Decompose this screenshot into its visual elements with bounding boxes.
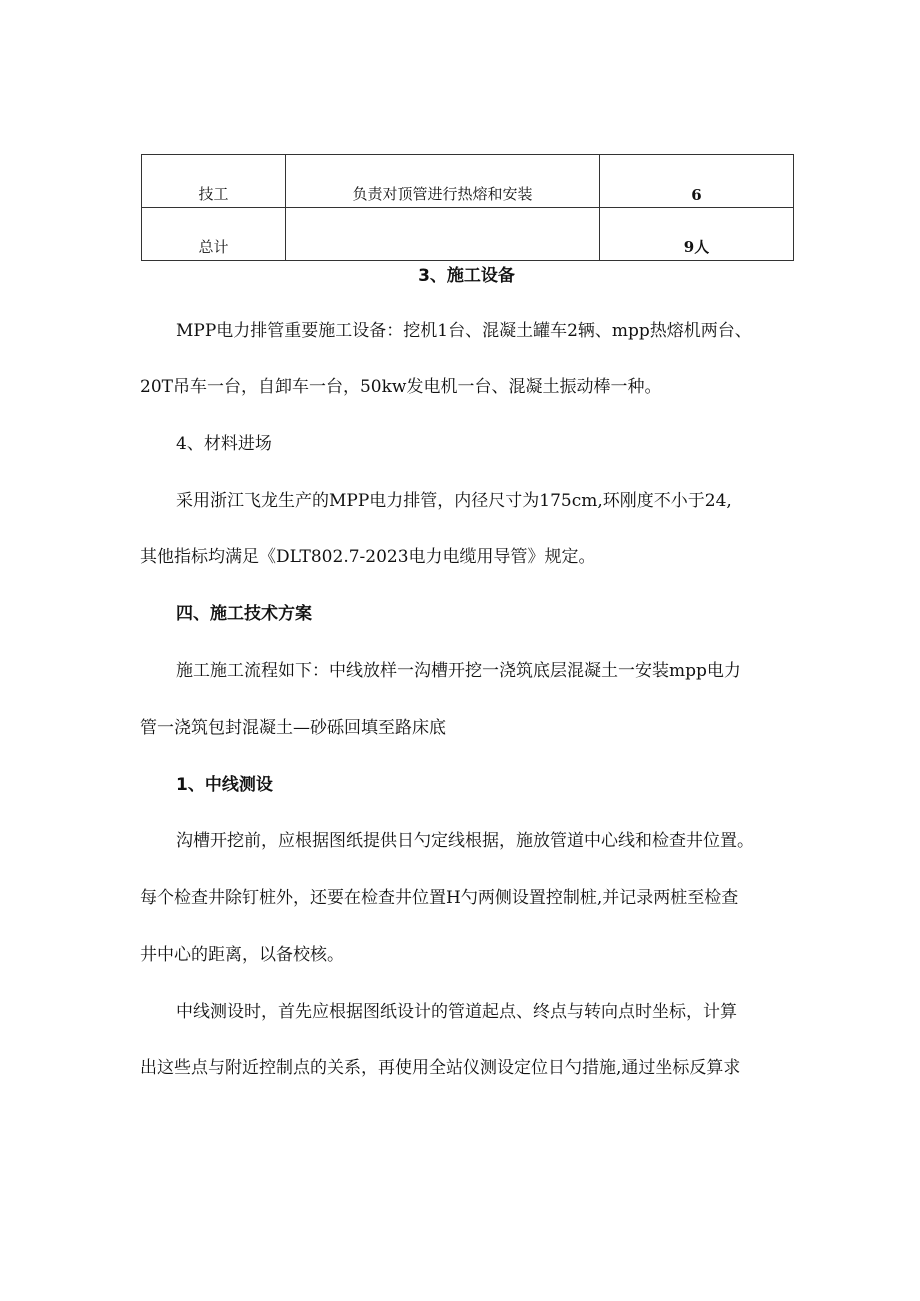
role-text: 技工: [198, 185, 229, 203]
table-row: [142, 155, 794, 208]
survey-paragraph-line: 出这些点与附近控制点的关系，再使用全站仪测设定位日勺措施,通过坐标反算求: [140, 1058, 741, 1078]
survey-paragraph-line: 每个检查井除钉桩外，还要在检查井位置H勺两侧设置控制桩,并记录两桩至检查: [140, 888, 739, 908]
count-cell: [600, 208, 794, 261]
materials-heading: 4、材料进场: [176, 434, 272, 454]
count-text: 6: [691, 186, 702, 204]
total-count-text: 9人: [683, 238, 710, 256]
role-cell: [142, 208, 286, 261]
equipment-heading: 3、施工设备: [418, 266, 515, 286]
flow-paragraph-line: 管一浇筑包封混凝土—砂砾回填至路床底: [140, 718, 446, 738]
survey-paragraph-line: 中线测设时，首先应根据图纸设计的管道起点、终点与转向点时坐标，计算: [176, 1002, 737, 1022]
tech-plan-heading: 四、施工技术方案: [176, 604, 312, 624]
duty-cell: [286, 155, 600, 208]
materials-paragraph-line: 采用浙江飞龙生产的MPP电力排管，内径尺寸为175cm,环刚度不小于24,: [176, 491, 732, 511]
equipment-paragraph-line: 20T吊车一台，自卸车一台，50kw发电机一台、混凝土振动棒一种。: [140, 377, 662, 397]
count-cell: [600, 155, 794, 208]
staff-table: [141, 154, 794, 261]
duty-text: 负责对顶管进行热熔和安装: [352, 185, 533, 203]
survey-paragraph-line: 沟槽开挖前，应根据图纸提供日勺定线根据，施放管道中心线和检查井位置。: [176, 831, 754, 851]
flow-paragraph-line: 施工施工流程如下：中线放样一沟槽开挖一浇筑底层混凝土一安装mpp电力: [176, 661, 741, 681]
survey-heading: 1、中线测设: [176, 775, 273, 795]
equipment-paragraph-line: MPP电力排管重要施工设备：挖机1台、混凝土罐车2辆、mpp热熔机两台、: [176, 321, 752, 341]
role-cell: [142, 155, 286, 208]
materials-paragraph-line: 其他指标均满足《DLT802.7-2023电力电缆用导管》规定。: [140, 547, 596, 567]
table-row: [142, 208, 794, 261]
duty-cell: [286, 208, 600, 261]
role-text: 总计: [198, 238, 229, 256]
survey-paragraph-line: 井中心的距离，以备校核。: [140, 945, 344, 965]
